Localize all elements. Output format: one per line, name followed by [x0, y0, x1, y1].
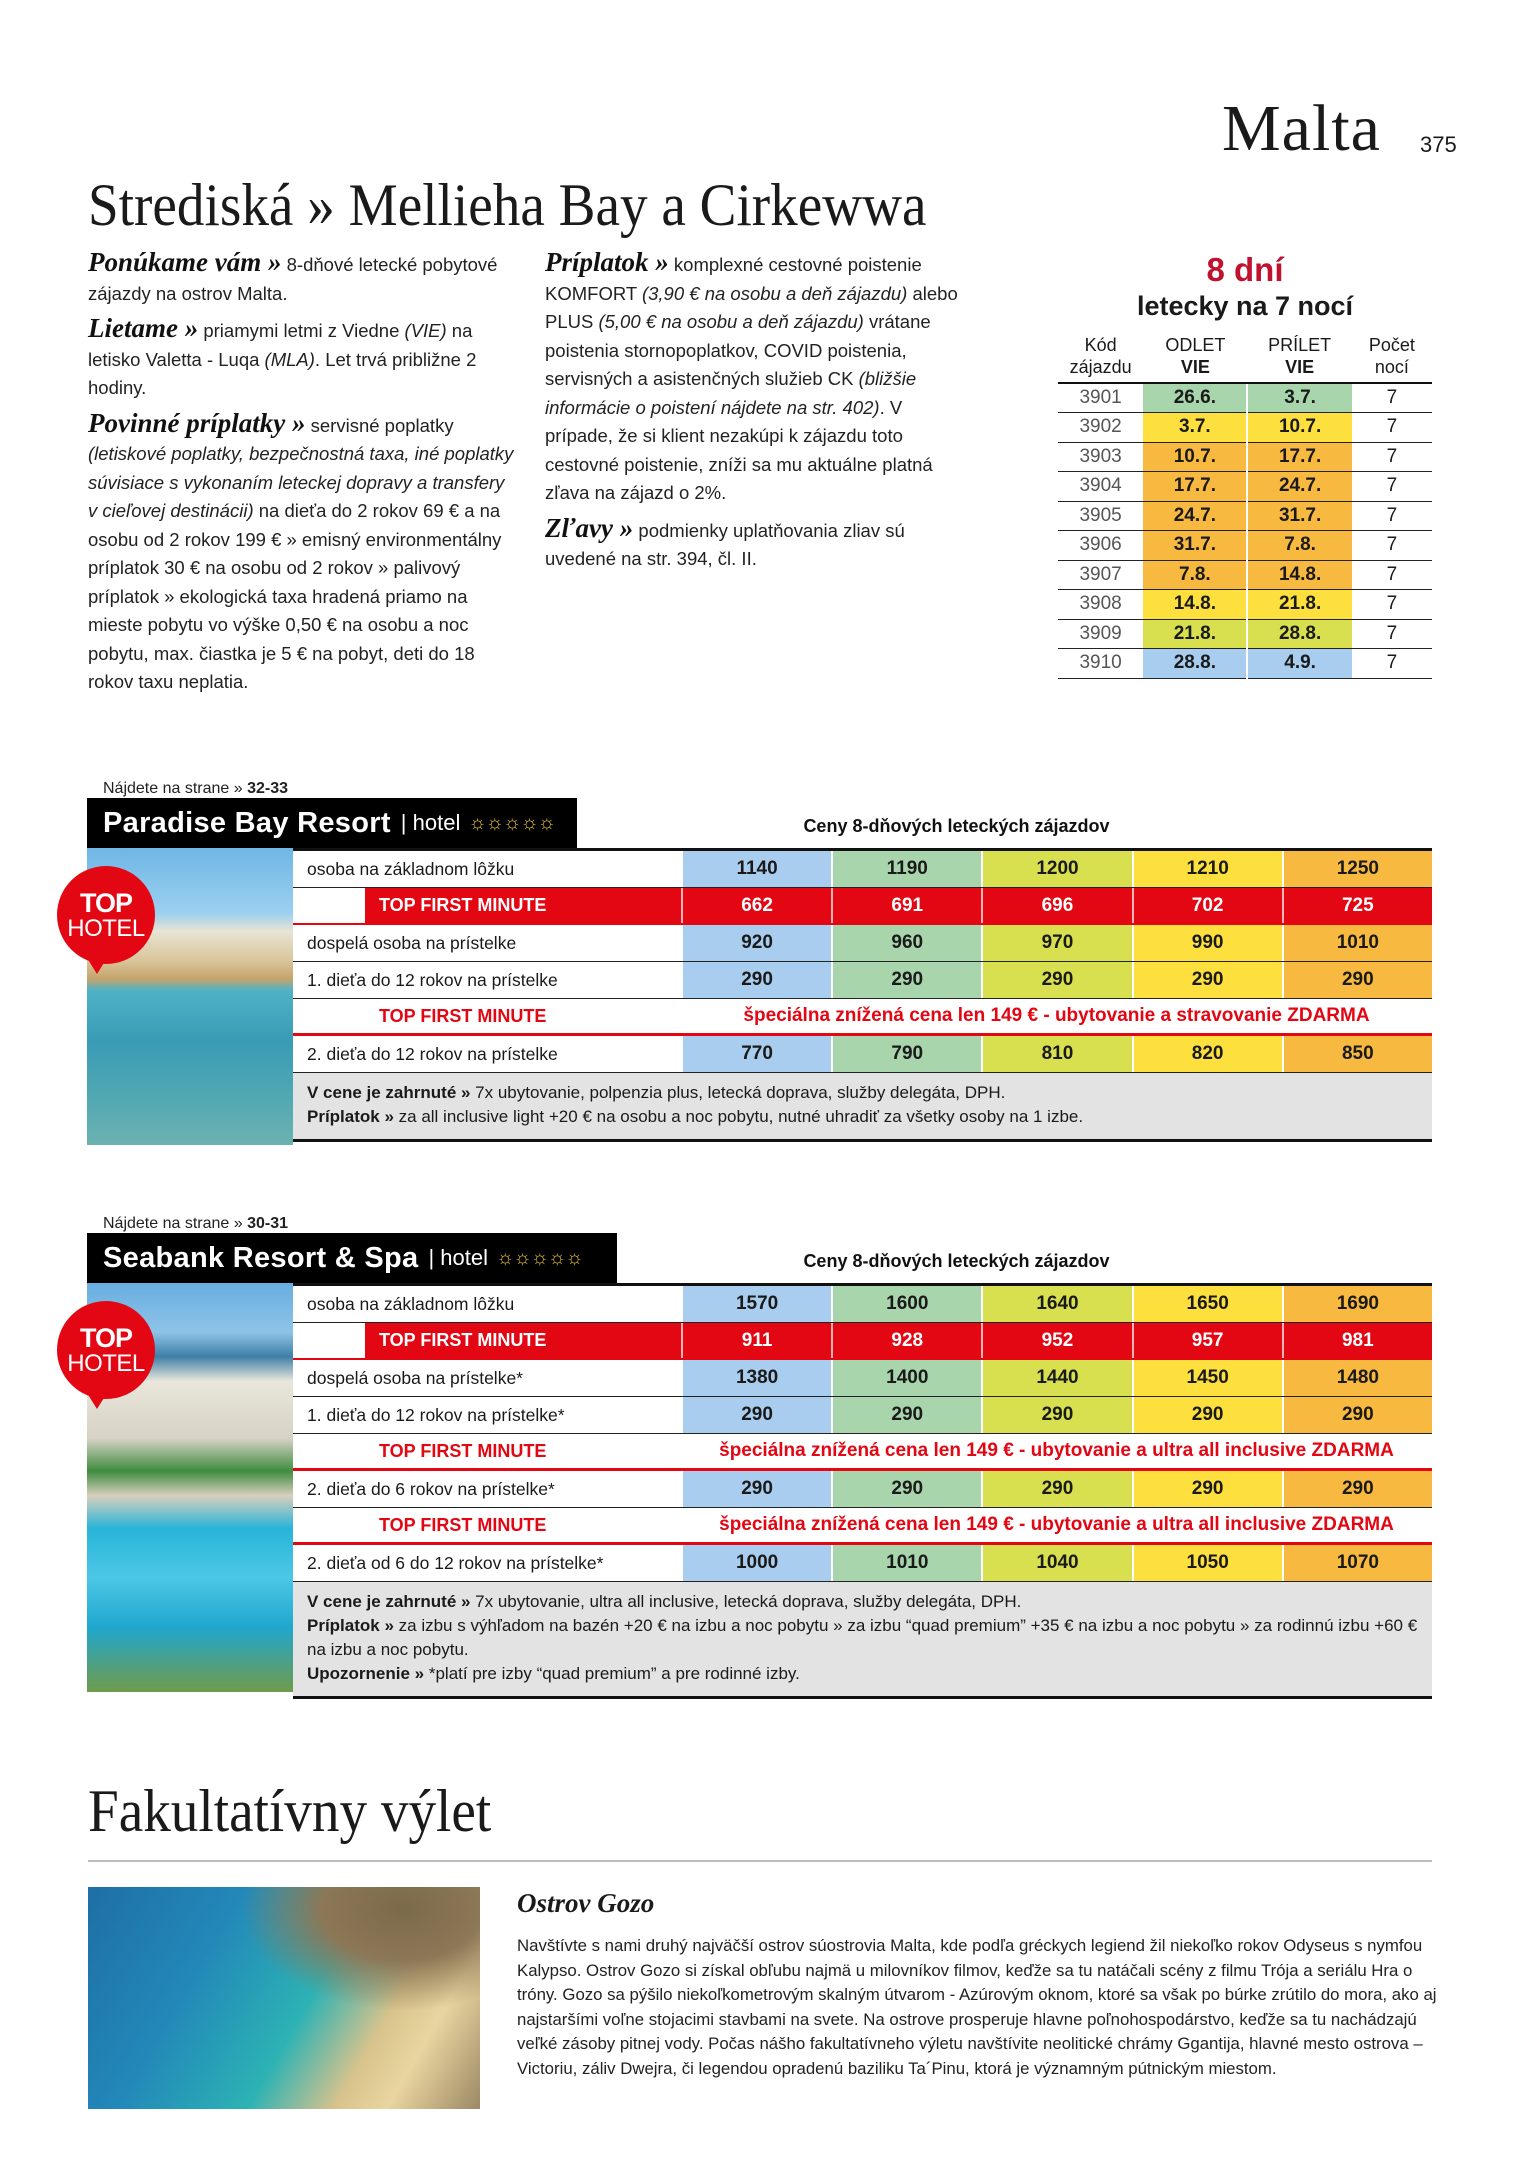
fees-italic: (letiskové poplatky, bezpečnostná taxa, iné poplatky súvisiace s vykonaním leteckej dopravy a transfery v cieľovej destinácii)	[88, 443, 514, 521]
price-cell: 290	[1282, 962, 1432, 998]
price-table	[293, 848, 1432, 1142]
tour-code: 3906	[1058, 531, 1143, 561]
note-line: Príplatok » za izbu s výhľadom na bazén +20 € na izbu a noc pobytu » za izbu “quad premium” +35 € na izbu a noc pobytu » za rodinnú izbu +60 € na izbu a noc pobytu.	[307, 1616, 1418, 1659]
price-cell: 960	[831, 925, 981, 961]
hotel-type: | hotel	[400, 810, 461, 835]
price-cell: 1450	[1132, 1360, 1282, 1396]
price-cell: 928	[831, 1323, 981, 1358]
departure-date: 31.7.	[1143, 531, 1247, 561]
page-reference: Nájdete na strane » 32-33	[103, 780, 289, 797]
price-row	[293, 851, 1432, 888]
hotel-block-paradise-bay	[67, 780, 1432, 1148]
excursion-description: Navštívte s nami druhý najväčší ostrov súostrovia Malta, kde podľa gréckych legiend žil niekoľko rokov Odyseus s nymfou Kalypso. Ostrov Gozo si získal obľubu najmä u milovníkov filmov, keďže sa tu natáčali scény z filmu Trója a seriálu Hra o tróny. Gozo sa pýšilo niekoľkometrovým skalným útvarom - Azúrovým oknom, ktoré sa však po búrke zrútilo do mora, ako aj najstaršími voľne stojacimi stavbami na svete. Na ostrove prosperuje hlavne poľnohospodárstvo, keďže sa tu nachádzajú veľké zásoby pitnej vody. Počas nášho fakultatívneho výletu navštívite neolitické chrámy Ggantija, hlavné mesto ostrova – Victoriu, záliv Dwejra, či legendou opradenú baziliku Ta´Pinu, ktorá je významným pútnickým miestom.	[517, 1936, 1437, 2078]
page-number: 375	[1420, 132, 1457, 157]
hotel-type: | hotel	[428, 1245, 488, 1270]
insurance-paragraph	[545, 248, 970, 508]
note-line: Príplatok » za all inclusive light +20 € na osobu a noc pobytu, nutné uhradiť za všetky osoby na 1 izbe.	[307, 1107, 1084, 1126]
price-cell: 290	[1282, 1397, 1432, 1433]
note-line: V cene je zahrnuté » 7x ubytovanie, polpenzia plus, letecká doprava, služby delegáta, DPH.	[307, 1083, 1006, 1102]
insurance-lead: Príplatok »	[545, 247, 669, 277]
price-cell: 920	[681, 925, 831, 961]
departure-row	[1058, 413, 1432, 443]
note-line: V cene je zahrnuté » 7x ubytovanie, ultra all inclusive, letecká doprava, služby delegáta, DPH.	[307, 1592, 1022, 1611]
departure-row	[1058, 501, 1432, 531]
price-cell: 290	[981, 1397, 1131, 1433]
offer-paragraph	[88, 248, 518, 308]
departure-row	[1058, 619, 1432, 649]
insurance-text: . V prípade, že si klient nezakúpi k zájazdu toto cestovné poistenie, zníži sa mu aktuálne platná zľava na zájazd o 2%.	[545, 396, 933, 503]
top-hotel-badge-icon: TOP HOTEL	[57, 1301, 155, 1399]
tour-code: 3903	[1058, 442, 1143, 472]
rating-stars-icon: ☼☼☼☼☼	[468, 811, 555, 834]
special-offer-text: špeciálna znížená cena len 149 € - ubytovanie a ultra all inclusive ZDARMA	[719, 1514, 1394, 1535]
price-table	[293, 1283, 1432, 1699]
tour-code: 3904	[1058, 472, 1143, 502]
price-cell: 1000	[681, 1545, 831, 1581]
departure-row	[1058, 472, 1432, 502]
price-cell: 1600	[831, 1286, 981, 1322]
price-cell: 1400	[831, 1360, 981, 1396]
fees-text: servisné poplatky	[305, 414, 454, 436]
fees-paragraph	[88, 409, 518, 697]
departure-date: 3.7.	[1143, 413, 1247, 443]
departure-row	[1058, 531, 1432, 561]
price-cell: 770	[681, 1036, 831, 1072]
discounts-lead: Zľavy »	[545, 512, 634, 543]
tour-code: 3908	[1058, 590, 1143, 620]
special-offer-row	[293, 999, 1432, 1036]
price-row-top-first-minute	[293, 888, 1432, 925]
arrival-date: 4.9.	[1247, 649, 1351, 679]
price-cell: 952	[981, 1323, 1131, 1358]
special-offer-row	[293, 1508, 1432, 1545]
price-cell: 1140	[681, 851, 831, 887]
price-row-top-first-minute	[293, 1323, 1432, 1360]
nights-count: 7	[1352, 590, 1432, 620]
price-cell: 290	[981, 962, 1131, 998]
fees-text: na dieťa do 2 rokov 69 € a na osobu od 2 rokov 199 € » emisný environmentálny príplatok 30 € na osobu od 2 rokov » palivový príplatok » ekologická taxa hradená priamo na mieste pobytu vo výške 0,50 € na osobu a noc pobytu, max. čiastka je 5 € na pobyt, deti do 18 rokov taxu neplatia.	[88, 500, 502, 692]
arrival-date: 14.8.	[1247, 560, 1351, 590]
departure-date: 26.6.	[1143, 383, 1247, 413]
arrival-date: 3.7.	[1247, 383, 1351, 413]
tour-code: 3910	[1058, 649, 1143, 679]
offer-text: 8-dňové letecké pobytové zájazdy na ostrov Malta.	[88, 254, 498, 304]
arrival-date: 28.8.	[1247, 619, 1351, 649]
flights-text: priamymi letmi z Viedne	[198, 320, 405, 341]
nights-count: 7	[1352, 560, 1432, 590]
column-header-arrival: PRÍLET VIE	[1247, 334, 1351, 383]
section-divider	[88, 1860, 1432, 1862]
flights-text: na letisko Valetta - Luqa	[88, 320, 473, 370]
departure-row	[1058, 560, 1432, 590]
page-title: Strediská » Mellieha Bay a Cirkewwa	[88, 172, 927, 238]
intro-column-left	[88, 248, 518, 703]
discounts-text: podmienky uplatňovania zliav sú uvedené na str. 394, čl. II.	[545, 519, 905, 569]
price-cell: 1480	[1282, 1360, 1432, 1396]
row-label: TOP FIRST MINUTE	[293, 1323, 681, 1358]
tour-code: 3909	[1058, 619, 1143, 649]
insurance-italic: (bližšie informácie o poistení nájdete na str. 402)	[545, 368, 917, 418]
special-offer-text: špeciálna znížená cena len 149 € - ubytovanie a stravovanie ZDARMA	[743, 1005, 1370, 1026]
intro-column-middle	[545, 248, 970, 580]
price-cell: 696	[981, 888, 1131, 923]
hotel-name-bar	[87, 1233, 617, 1283]
price-cell: 290	[1132, 1397, 1282, 1433]
price-cell: 1570	[681, 1286, 831, 1322]
airport-code-vie: (VIE)	[404, 320, 447, 341]
insurance-italic: (5,00 € na osobu a deň zájazdu)	[598, 311, 864, 332]
nights-count: 7	[1352, 501, 1432, 531]
price-cell: 1050	[1132, 1545, 1282, 1581]
tour-code: 3905	[1058, 501, 1143, 531]
row-label: 1. dieťa do 12 rokov na prístelke	[293, 962, 681, 998]
departure-date: 7.8.	[1143, 560, 1247, 590]
price-cell: 990	[1132, 925, 1282, 961]
insurance-text: komplexné cestovné poistenie KOMFORT	[545, 254, 922, 304]
flights-lead: Lietame »	[88, 313, 199, 343]
price-row	[293, 1286, 1432, 1323]
price-cell: 290	[681, 1397, 831, 1433]
price-cell: 1190	[831, 851, 981, 887]
departure-row	[1058, 442, 1432, 472]
price-row	[293, 1360, 1432, 1397]
hotel-name-bar	[87, 798, 577, 848]
row-label: 2. dieťa do 6 rokov na prístelke*	[293, 1471, 681, 1507]
price-row	[293, 1471, 1432, 1508]
price-cell: 1010	[1282, 925, 1432, 961]
note-line: Upozornenie » *platí pre izby “quad premium” a pre rodinné izby.	[307, 1664, 800, 1683]
arrival-date: 24.7.	[1247, 472, 1351, 502]
price-cell: 290	[831, 962, 981, 998]
price-cell: 1070	[1282, 1545, 1432, 1581]
departure-date: 24.7.	[1143, 501, 1247, 531]
arrival-date: 21.8.	[1247, 590, 1351, 620]
discounts-paragraph	[545, 514, 970, 574]
hotel-block-seabank	[67, 1215, 1432, 1693]
departures-table	[1058, 334, 1432, 679]
nights-count: 7	[1352, 619, 1432, 649]
price-cell: 981	[1282, 1323, 1432, 1358]
row-label: osoba na základnom lôžku	[293, 1286, 681, 1322]
price-cell: 290	[831, 1471, 981, 1507]
price-row	[293, 925, 1432, 962]
departure-row	[1058, 383, 1432, 413]
country-title: Malta	[1222, 92, 1381, 165]
price-cell: 820	[1132, 1036, 1282, 1072]
nights-count: 7	[1352, 649, 1432, 679]
price-cell: 290	[981, 1471, 1131, 1507]
departure-row	[1058, 649, 1432, 679]
nights-count: 7	[1352, 413, 1432, 443]
arrival-date: 31.7.	[1247, 501, 1351, 531]
price-cell: 790	[831, 1036, 981, 1072]
price-cell: 290	[681, 962, 831, 998]
price-cell: 970	[981, 925, 1131, 961]
row-label: osoba na základnom lôžku	[293, 851, 681, 887]
price-cell: 1380	[681, 1360, 831, 1396]
row-label: TOP FIRST MINUTE	[293, 999, 681, 1033]
row-label: TOP FIRST MINUTE	[293, 1434, 681, 1468]
row-label: dospelá osoba na prístelke	[293, 925, 681, 961]
hotel-notes	[293, 1582, 1432, 1699]
row-label: TOP FIRST MINUTE	[293, 888, 681, 923]
tour-code: 3902	[1058, 413, 1143, 443]
duration-days: 8 dní	[1206, 251, 1284, 288]
departure-date: 10.7.	[1143, 442, 1247, 472]
price-cell: 290	[681, 1471, 831, 1507]
departure-date: 21.8.	[1143, 619, 1247, 649]
row-label: 2. dieťa do 12 rokov na prístelke	[293, 1036, 681, 1072]
price-caption: Ceny 8-dňových leteckých zájazdov	[803, 816, 1110, 836]
rating-stars-icon: ☼☼☼☼☼	[496, 1246, 583, 1269]
departure-date: 17.7.	[1143, 472, 1247, 502]
hotel-notes	[293, 1073, 1432, 1142]
price-cell: 957	[1132, 1323, 1282, 1358]
price-cell: 702	[1132, 888, 1282, 923]
column-header-code: Kód zájazdu	[1058, 334, 1143, 383]
departure-date: 28.8.	[1143, 649, 1247, 679]
nights-count: 7	[1352, 531, 1432, 561]
price-cell: 810	[981, 1036, 1131, 1072]
tour-code: 3907	[1058, 560, 1143, 590]
price-cell: 725	[1282, 888, 1432, 923]
price-cell: 1650	[1132, 1286, 1282, 1322]
insurance-text: alebo PLUS	[545, 282, 958, 332]
price-row	[293, 1036, 1432, 1073]
offer-lead: Ponúkame vám »	[88, 247, 282, 277]
price-cell: 911	[681, 1323, 831, 1358]
price-cell: 662	[681, 888, 831, 923]
price-cell: 1210	[1132, 851, 1282, 887]
row-label: 1. dieťa do 12 rokov na prístelke*	[293, 1397, 681, 1433]
price-cell: 1010	[831, 1545, 981, 1581]
price-cell: 691	[831, 888, 981, 923]
price-cell: 290	[1282, 1471, 1432, 1507]
hotel-name: Seabank Resort & Spa	[103, 1241, 419, 1274]
insurance-text: vrátane poistenia stornopoplatkov, COVID poistenia, servisných a asistenčných služieb CK	[545, 311, 931, 389]
price-cell: 1690	[1282, 1286, 1432, 1322]
arrival-date: 7.8.	[1247, 531, 1351, 561]
departure-date: 14.8.	[1143, 590, 1247, 620]
excursion-section-title: Fakultatívny výlet	[88, 1778, 492, 1844]
departure-row	[1058, 590, 1432, 620]
page-reference: Nájdete na strane » 30-31	[103, 1215, 289, 1232]
nights-count: 7	[1352, 442, 1432, 472]
price-cell: 290	[1132, 962, 1282, 998]
column-header-nights: Počet nocí	[1352, 334, 1432, 383]
row-label: 2. dieťa od 6 do 12 rokov na prístelke*	[293, 1545, 681, 1581]
excursion-title: Ostrov Gozo	[517, 1888, 655, 1918]
arrival-date: 10.7.	[1247, 413, 1351, 443]
row-label: TOP FIRST MINUTE	[293, 1508, 681, 1542]
column-header-departure: ODLET VIE	[1143, 334, 1247, 383]
top-hotel-badge-icon: TOP HOTEL	[57, 866, 155, 964]
special-offer-row	[293, 1434, 1432, 1471]
price-cell: 1440	[981, 1360, 1131, 1396]
flights-paragraph	[88, 314, 518, 403]
price-row	[293, 1397, 1432, 1434]
price-cell: 1640	[981, 1286, 1131, 1322]
duration-subtitle: letecky na 7 nocí	[1136, 291, 1354, 321]
insurance-italic: (3,90 € na osobu a deň zájazdu)	[641, 282, 908, 304]
price-cell: 290	[1132, 1471, 1282, 1507]
price-row	[293, 962, 1432, 999]
price-cell: 1200	[981, 851, 1131, 887]
nights-count: 7	[1352, 472, 1432, 502]
row-label: dospelá osoba na prístelke*	[293, 1360, 681, 1396]
price-row	[293, 1545, 1432, 1582]
excursion-photo	[88, 1887, 480, 2109]
price-cell: 1250	[1282, 851, 1432, 887]
special-offer-text: špeciálna znížená cena len 149 € - ubytovanie a ultra all inclusive ZDARMA	[719, 1440, 1394, 1461]
price-cell: 850	[1282, 1036, 1432, 1072]
price-cell: 1040	[981, 1545, 1131, 1581]
airport-code-mla: (MLA)	[264, 348, 315, 370]
tour-code: 3901	[1058, 383, 1143, 413]
arrival-date: 17.7.	[1247, 442, 1351, 472]
nights-count: 7	[1352, 383, 1432, 413]
fees-lead: Povinné príplatky »	[88, 407, 306, 438]
price-caption: Ceny 8-dňových leteckých zájazdov	[803, 1251, 1110, 1271]
flights-text: . Let trvá približne 2 hodiny.	[88, 348, 477, 398]
hotel-name: Paradise Bay Resort	[103, 806, 391, 839]
departures-panel	[1058, 252, 1432, 679]
price-cell: 290	[831, 1397, 981, 1433]
